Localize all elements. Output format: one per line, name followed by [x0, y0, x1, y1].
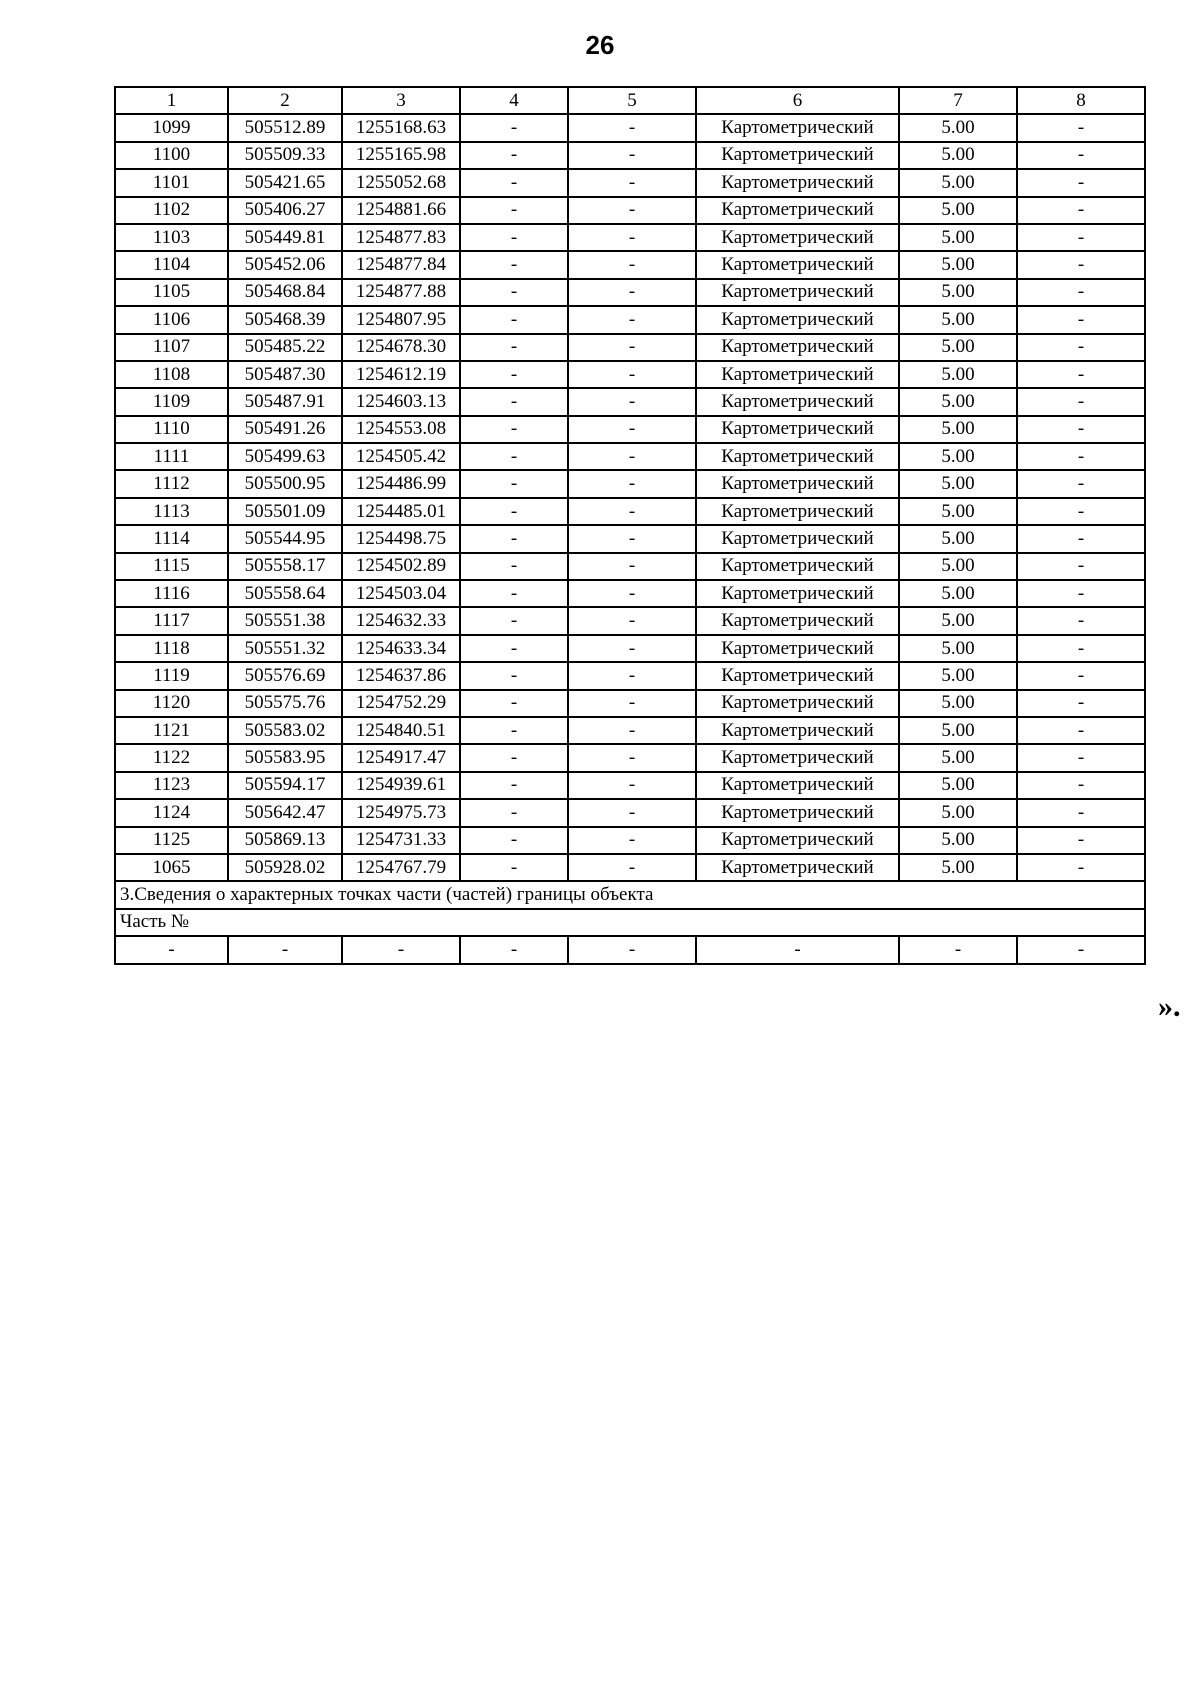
table-row — [115, 717, 1145, 744]
table-cell: Картометрический — [696, 443, 899, 470]
table-cell: - — [1017, 279, 1145, 306]
table-cell: 1254505.42 — [342, 443, 460, 470]
table-cell: Картометрический — [696, 224, 899, 251]
table-cell: 1254939.61 — [342, 772, 460, 799]
column-header: 4 — [460, 87, 568, 114]
table-row — [115, 114, 1145, 141]
table-cell: - — [1017, 772, 1145, 799]
table-cell: 505491.26 — [228, 416, 342, 443]
table-cell: 1107 — [115, 334, 228, 361]
table-cell: - — [568, 416, 696, 443]
table-cell: - — [460, 772, 568, 799]
table-cell: 505452.06 — [228, 251, 342, 278]
table-cell: - — [568, 744, 696, 771]
table-cell: 505583.02 — [228, 717, 342, 744]
table-cell: 1254553.08 — [342, 416, 460, 443]
table-cell: Картометрический — [696, 334, 899, 361]
table-row — [115, 361, 1145, 388]
table-cell: 1254877.88 — [342, 279, 460, 306]
table-cell: - — [568, 498, 696, 525]
table-row — [115, 416, 1145, 443]
table-cell: Картометрический — [696, 470, 899, 497]
table-cell: - — [460, 498, 568, 525]
table-cell: 1254877.84 — [342, 251, 460, 278]
table-cell: 505551.32 — [228, 635, 342, 662]
table-cell: 5.00 — [899, 772, 1017, 799]
table-cell: 5.00 — [899, 525, 1017, 552]
table-cell: 1101 — [115, 169, 228, 196]
section-title: 3.Сведения о характерных точках части (частей) границы объекта — [115, 881, 1145, 908]
table-cell: 1116 — [115, 580, 228, 607]
table-cell: 5.00 — [899, 443, 1017, 470]
table-cell: 1254633.34 — [342, 635, 460, 662]
table-cell: 1123 — [115, 772, 228, 799]
table-cell: 1254881.66 — [342, 197, 460, 224]
table-cell: 505583.95 — [228, 744, 342, 771]
column-header: 1 — [115, 87, 228, 114]
table-row — [115, 580, 1145, 607]
table-cell: - — [1017, 334, 1145, 361]
table-cell: 1100 — [115, 142, 228, 169]
table-cell: 1103 — [115, 224, 228, 251]
table-row — [115, 635, 1145, 662]
table-cell: 1112 — [115, 470, 228, 497]
table-cell: - — [460, 388, 568, 415]
table-cell: 505558.17 — [228, 553, 342, 580]
table-cell: 5.00 — [899, 224, 1017, 251]
section-title-row — [115, 881, 1145, 908]
table-cell: 1254975.73 — [342, 799, 460, 826]
table-cell: - — [460, 580, 568, 607]
table-cell: Картометрический — [696, 799, 899, 826]
table-cell: 1114 — [115, 525, 228, 552]
table-cell: Картометрический — [696, 690, 899, 717]
table-cell: 505642.47 — [228, 799, 342, 826]
table-cell: Картометрический — [696, 306, 899, 333]
table-row — [115, 690, 1145, 717]
table-cell: 5.00 — [899, 662, 1017, 689]
table-cell: - — [342, 936, 460, 963]
table-cell: 1117 — [115, 607, 228, 634]
table-cell: 5.00 — [899, 607, 1017, 634]
table-cell: 505928.02 — [228, 854, 342, 881]
table-cell: 1254917.47 — [342, 744, 460, 771]
table-cell: 1124 — [115, 799, 228, 826]
table-cell: 1254767.79 — [342, 854, 460, 881]
part-label-row — [115, 909, 1145, 936]
table-cell: - — [1017, 470, 1145, 497]
table-cell: 1254612.19 — [342, 361, 460, 388]
table-cell: 5.00 — [899, 580, 1017, 607]
table-cell: 505487.30 — [228, 361, 342, 388]
table-cell: 505487.91 — [228, 388, 342, 415]
table-cell: - — [460, 169, 568, 196]
table-cell: - — [1017, 498, 1145, 525]
table-cell: 5.00 — [899, 279, 1017, 306]
table-cell: Картометрический — [696, 854, 899, 881]
table-cell: - — [460, 717, 568, 744]
table-cell: 1254877.83 — [342, 224, 460, 251]
table-cell: 1254731.33 — [342, 827, 460, 854]
table-cell: Картометрический — [696, 607, 899, 634]
table-cell: Картометрический — [696, 279, 899, 306]
table-cell: 1254503.04 — [342, 580, 460, 607]
table-cell: - — [568, 827, 696, 854]
table-cell: - — [568, 197, 696, 224]
table-cell: Картометрический — [696, 580, 899, 607]
table-cell: - — [460, 607, 568, 634]
table-cell: 5.00 — [899, 114, 1017, 141]
column-header: 3 — [342, 87, 460, 114]
table-row — [115, 498, 1145, 525]
closing-quote-mark: ». — [1158, 990, 1181, 1023]
column-header: 7 — [899, 87, 1017, 114]
table-cell: 1254637.86 — [342, 662, 460, 689]
table-cell: - — [568, 470, 696, 497]
table-cell: 505468.84 — [228, 279, 342, 306]
table-cell: - — [568, 690, 696, 717]
table-cell: - — [460, 525, 568, 552]
table-row — [115, 279, 1145, 306]
table-cell: 1121 — [115, 717, 228, 744]
page-number: 26 — [585, 30, 615, 60]
table-cell: - — [568, 662, 696, 689]
table-cell: Картометрический — [696, 361, 899, 388]
table-cell: 505500.95 — [228, 470, 342, 497]
table-cell: 5.00 — [899, 827, 1017, 854]
table-cell: 1113 — [115, 498, 228, 525]
table-cell: 1254485.01 — [342, 498, 460, 525]
table-cell: 505576.69 — [228, 662, 342, 689]
table-cell: 505421.65 — [228, 169, 342, 196]
table-cell: - — [460, 416, 568, 443]
table-cell: - — [460, 279, 568, 306]
table-cell: 1110 — [115, 416, 228, 443]
table-cell: - — [1017, 416, 1145, 443]
table-cell: 5.00 — [899, 306, 1017, 333]
table-cell: - — [1017, 443, 1145, 470]
table-cell: 5.00 — [899, 690, 1017, 717]
table-cell: - — [568, 306, 696, 333]
table-cell: 5.00 — [899, 635, 1017, 662]
table-cell: 505869.13 — [228, 827, 342, 854]
table-cell: 1118 — [115, 635, 228, 662]
table-cell: Картометрический — [696, 416, 899, 443]
table-cell: - — [568, 635, 696, 662]
table-cell: - — [568, 580, 696, 607]
table-cell: 1115 — [115, 553, 228, 580]
table-row — [115, 827, 1145, 854]
table-cell: 5.00 — [899, 553, 1017, 580]
column-header: 2 — [228, 87, 342, 114]
table-cell: - — [568, 717, 696, 744]
table-cell: - — [568, 114, 696, 141]
table-cell: Картометрический — [696, 635, 899, 662]
table-cell: - — [460, 114, 568, 141]
table-cell: Картометрический — [696, 197, 899, 224]
table-cell: 1254807.95 — [342, 306, 460, 333]
table-row — [115, 553, 1145, 580]
table-cell: - — [1017, 799, 1145, 826]
table-cell: 505485.22 — [228, 334, 342, 361]
table-cell: 5.00 — [899, 334, 1017, 361]
table-cell: 5.00 — [899, 416, 1017, 443]
table-cell: 1104 — [115, 251, 228, 278]
table-cell: 1254502.89 — [342, 553, 460, 580]
table-cell: 1254678.30 — [342, 334, 460, 361]
table-cell: 5.00 — [899, 854, 1017, 881]
table-row — [115, 388, 1145, 415]
table-row — [115, 306, 1145, 333]
table-row — [115, 197, 1145, 224]
part-label: Часть № — [115, 909, 1145, 936]
table-cell: 1254752.29 — [342, 690, 460, 717]
table-cell: - — [568, 169, 696, 196]
table-cell: 1065 — [115, 854, 228, 881]
table-cell: - — [1017, 553, 1145, 580]
table-cell: 5.00 — [899, 799, 1017, 826]
table-cell: - — [1017, 142, 1145, 169]
table-cell: - — [568, 553, 696, 580]
table-row — [115, 224, 1145, 251]
table-cell: - — [460, 443, 568, 470]
table-cell: Картометрический — [696, 553, 899, 580]
table-cell: - — [460, 470, 568, 497]
table-cell: 505575.76 — [228, 690, 342, 717]
table-row — [115, 854, 1145, 881]
table-cell: Картометрический — [696, 525, 899, 552]
table-cell: Картометрический — [696, 827, 899, 854]
table-cell: 1255165.98 — [342, 142, 460, 169]
table-cell: - — [1017, 169, 1145, 196]
table-cell: 5.00 — [899, 142, 1017, 169]
table-cell: 505468.39 — [228, 306, 342, 333]
table-cell: 505512.89 — [228, 114, 342, 141]
table-row — [115, 142, 1145, 169]
table-cell: - — [460, 827, 568, 854]
table-cell: - — [1017, 690, 1145, 717]
table-cell: - — [460, 197, 568, 224]
table-cell: - — [1017, 607, 1145, 634]
table-cell: 1255052.68 — [342, 169, 460, 196]
table-cell: - — [460, 662, 568, 689]
table-cell: 5.00 — [899, 197, 1017, 224]
table-cell: - — [460, 334, 568, 361]
table-row — [115, 334, 1145, 361]
table-cell: - — [228, 936, 342, 963]
table-cell: 505551.38 — [228, 607, 342, 634]
table-cell: 1120 — [115, 690, 228, 717]
table-cell: 5.00 — [899, 744, 1017, 771]
table-cell: - — [568, 388, 696, 415]
table-cell: 1105 — [115, 279, 228, 306]
table-cell: 1111 — [115, 443, 228, 470]
table-cell: Картометрический — [696, 498, 899, 525]
table-cell: - — [460, 744, 568, 771]
table-cell: - — [1017, 224, 1145, 251]
table-cell: 1119 — [115, 662, 228, 689]
table-cell: 505544.95 — [228, 525, 342, 552]
table-cell: - — [568, 334, 696, 361]
table-cell: - — [115, 936, 228, 963]
table-cell: - — [568, 799, 696, 826]
table-row — [115, 470, 1145, 497]
table-cell: 1099 — [115, 114, 228, 141]
table-cell: - — [1017, 854, 1145, 881]
table-cell: 5.00 — [899, 498, 1017, 525]
table-cell: - — [1017, 114, 1145, 141]
table-cell: Картометрический — [696, 717, 899, 744]
table-cell: Картометрический — [696, 251, 899, 278]
table-row — [115, 772, 1145, 799]
table-cell: - — [460, 361, 568, 388]
table-cell: Картометрический — [696, 142, 899, 169]
table-cell: - — [1017, 717, 1145, 744]
table-cell: Картометрический — [696, 772, 899, 799]
table-cell: Картометрический — [696, 114, 899, 141]
table-cell: - — [568, 251, 696, 278]
empty-row — [115, 936, 1145, 963]
table-cell: - — [1017, 306, 1145, 333]
table-cell: - — [568, 607, 696, 634]
table-cell: 1254603.13 — [342, 388, 460, 415]
table-cell: - — [696, 936, 899, 963]
table-cell: - — [1017, 662, 1145, 689]
table-cell: 505499.63 — [228, 443, 342, 470]
table-cell: 1254486.99 — [342, 470, 460, 497]
table-cell: - — [460, 635, 568, 662]
table-row — [115, 251, 1145, 278]
table-cell: 1122 — [115, 744, 228, 771]
table-cell: - — [460, 690, 568, 717]
table-cell: - — [460, 936, 568, 963]
table-row — [115, 744, 1145, 771]
table-cell: - — [460, 553, 568, 580]
table-cell: - — [1017, 525, 1145, 552]
table-cell: Картометрический — [696, 662, 899, 689]
table-cell: - — [1017, 936, 1145, 963]
table-cell: - — [1017, 361, 1145, 388]
table-cell: 1106 — [115, 306, 228, 333]
table-cell: 1254632.33 — [342, 607, 460, 634]
column-header: 8 — [1017, 87, 1145, 114]
table-cell: - — [1017, 388, 1145, 415]
table-cell: 5.00 — [899, 470, 1017, 497]
table-cell: - — [1017, 251, 1145, 278]
table-cell: - — [568, 279, 696, 306]
table-cell: 5.00 — [899, 169, 1017, 196]
table-cell: - — [568, 936, 696, 963]
table-cell: 5.00 — [899, 361, 1017, 388]
table-cell: 1125 — [115, 827, 228, 854]
table-cell: 505509.33 — [228, 142, 342, 169]
table-row — [115, 607, 1145, 634]
table-cell: - — [1017, 580, 1145, 607]
table-cell: 1102 — [115, 197, 228, 224]
table-cell: 5.00 — [899, 251, 1017, 278]
table-cell: - — [460, 854, 568, 881]
table-cell: - — [1017, 744, 1145, 771]
table-row — [115, 799, 1145, 826]
table-cell: - — [460, 306, 568, 333]
table-row — [115, 169, 1145, 196]
column-header: 6 — [696, 87, 899, 114]
table-cell: - — [1017, 635, 1145, 662]
table-row — [115, 525, 1145, 552]
table-cell: - — [460, 251, 568, 278]
table-cell: - — [568, 142, 696, 169]
table-cell: - — [568, 361, 696, 388]
table-row — [115, 443, 1145, 470]
table-cell: 505594.17 — [228, 772, 342, 799]
table-cell: 1255168.63 — [342, 114, 460, 141]
column-header: 5 — [568, 87, 696, 114]
table-cell: 1254840.51 — [342, 717, 460, 744]
table-cell: - — [460, 224, 568, 251]
table-cell: - — [460, 142, 568, 169]
table-cell: Картометрический — [696, 388, 899, 415]
table-cell: 1254498.75 — [342, 525, 460, 552]
table-cell: - — [1017, 827, 1145, 854]
table-cell: 505406.27 — [228, 197, 342, 224]
table-cell: - — [899, 936, 1017, 963]
table-cell: - — [568, 224, 696, 251]
table-cell: 1108 — [115, 361, 228, 388]
header-row — [115, 87, 1145, 114]
table-cell: - — [460, 799, 568, 826]
table-cell: 1109 — [115, 388, 228, 415]
table-cell: 5.00 — [899, 717, 1017, 744]
table-cell: - — [568, 443, 696, 470]
table-cell: 505449.81 — [228, 224, 342, 251]
table-cell: - — [568, 854, 696, 881]
table-cell: - — [568, 772, 696, 799]
table-cell: 505501.09 — [228, 498, 342, 525]
table-cell: - — [568, 525, 696, 552]
table-row — [115, 662, 1145, 689]
table-cell: - — [1017, 197, 1145, 224]
table-cell: Картометрический — [696, 169, 899, 196]
table-cell: Картометрический — [696, 744, 899, 771]
coordinates-table — [114, 86, 1146, 965]
table-cell: 505558.64 — [228, 580, 342, 607]
table-cell: 5.00 — [899, 388, 1017, 415]
